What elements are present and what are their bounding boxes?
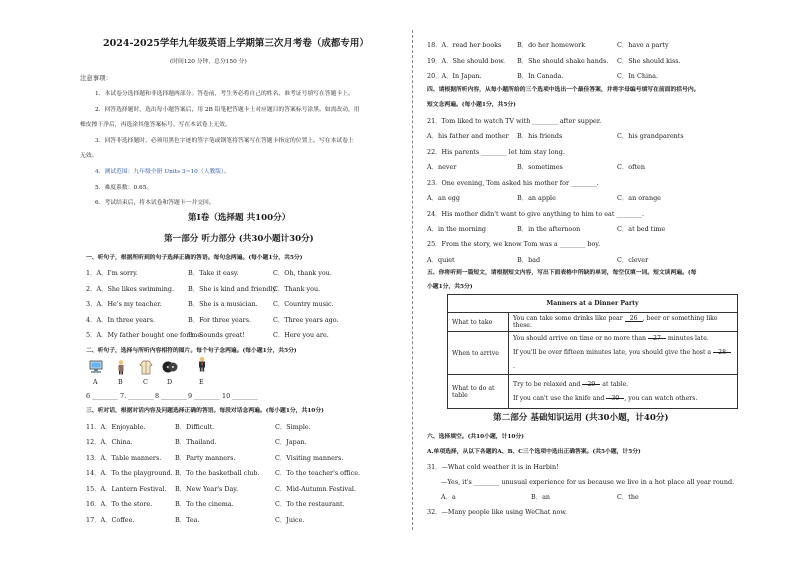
q13-a: 13．A．Table manners. [86,454,162,462]
sec1-header: 一、听句子，根据所听到的句子选择正确的答语。每句念两遍。(每小题1分，共5分) [86,255,303,261]
pic-label-a: A [93,378,98,386]
q4-b: B．For three years. [188,316,252,324]
q5-a: 5．A．My father bought one for me. [86,331,204,339]
row-when-to-arrive: You should arrive on time or no more than 27 minutes late. If you'll be over fifteen minutes late, you should give the host a 28. [509,332,738,375]
q17-c: C．Juice. [275,516,305,524]
notice-title: 注意事项： [80,74,112,82]
q14-a: 14．A．To the playground. [86,469,173,477]
notice-2-cont: 橡皮擦干净后，再选涂其他答案标号。写在本试卷上无效。 [80,122,231,128]
volume1-title: 第Ⅰ卷（选择题 共100分） [188,213,291,223]
q16-b: B．To the cinema. [175,500,234,508]
coat-icon [138,359,154,375]
q22-a: A．never [427,163,457,171]
q12-b: B．Thailand. [175,438,217,446]
notice-3: 3．回答非选择题时，必须用黑色字迹的签字笔或钢笔将答案写在答题卡指定的位置上。写在本试卷上 [95,138,354,144]
q19-c: C．She should kiss. [617,57,681,65]
q18-b: B．do her homework [517,41,586,49]
notice-5: 5．难度系数：0.65。 [95,185,153,191]
q31-a: A．a [441,493,456,501]
q15-a: 15．A．Lantern Festival. [86,485,167,493]
q20-c: C．In China. [617,72,658,80]
q23-a: A．an egg [427,194,460,202]
q14-c: C．To the teacher's office. [275,469,361,477]
cd-discs-icon [162,359,178,375]
pic-label-d: D [167,378,173,386]
blank-9[interactable]: 9 ________ [188,392,220,400]
q4-a: 4．A．In three years. [86,316,156,324]
q25-b: B．bad [517,256,541,264]
q31-c: C．the [617,493,639,501]
q1-a: 1．A．I'm sorry. [86,269,138,277]
q21-a: A．his father and mother [427,132,509,140]
table-title: Manners at a Dinner Party [448,295,738,313]
q21: 21．Tom liked to watch TV with ________ after supper. [427,117,602,125]
column-divider [412,30,413,530]
q11-b: B．Difficult. [175,423,215,431]
notice-3-cont: 无效。 [80,153,98,159]
sec4-header-2: 短文念两遍。(每小题1分，共5分) [427,102,516,108]
q5-b: B．Sounds great! [188,331,245,339]
blank-28[interactable]: 28 [713,346,731,353]
sec6-subheader: A.单项选择，从以下各题的A、B、C三个选项中选出正确答案。(共5小题，计5分) [427,449,641,455]
q25-c: C．clever [617,256,649,264]
q21-c: C．his grandparents [617,132,684,140]
q17-b: B．Tea. [175,516,200,524]
q32: 32．—Many people like using WeChat now. [427,508,568,516]
q16-c: C．To the restaurant. [275,500,345,508]
person-icon [113,359,129,375]
q24: 24．His mother didn't want to give anything to him to eat ________. [427,210,645,218]
q22-b: B．sometimes [517,163,563,171]
blank-10[interactable]: 10 ________ [222,392,258,400]
q13-c: C．Visiting manners. [275,454,344,462]
computer-icon [88,359,104,375]
row-label-what-to-do: What to do at table [448,375,509,409]
q31-b: B．an [531,493,551,501]
notice-2: 2．回答选择题时，选出每小题答案后，用 2B 铅笔把答题卡上对应题目的答案标号涂黑。如需改动，用 [95,107,360,113]
sec2-header: 二、听句子，选择与所听内容相符的图片。每个句子念两遍。(每小题1分，共5分) [86,348,297,354]
q25-a: A．quiet [427,256,455,264]
part2-title: 第二部分 基础知识运用 (共30小题，计40分) [493,413,669,423]
row-label-when-to-arrive: When to arrive [448,332,509,375]
q22: 22．His parents ________ let him stay long. [427,148,565,156]
pic-label-b: B [118,378,123,386]
q20-a: 20．A．In Japan. [427,72,482,80]
q3-c: C．Country music. [273,300,334,308]
blank-8[interactable]: 8 ________ [155,392,187,400]
q16-a: 16．A．To the store. [86,500,153,508]
sec5-header-1: 五、你将听到一篇短文，请根据短文内容，写出下面表格中所缺的单词，每空仅填一词。短文读两遍。(每 [427,270,697,276]
blank-27[interactable]: 27 [648,332,666,339]
notice-1: 1．本试卷分选择题和非选择题两部分。答卷前，考生务必将自己的姓名、准考证号填写在答题卡上。 [95,91,354,97]
blank-6[interactable]: 6 ________ [86,392,118,400]
q31: 31．—What cold weather it is in Harbin! [427,463,559,471]
man-in-suit-icon [194,356,210,372]
q12-c: C．Japan. [275,438,307,446]
q13-b: B．Party manners. [175,454,236,462]
q19-a: 19．A．She should bow. [427,57,506,65]
q18-a: 18．A．read her books [427,41,502,49]
time-info: (时间120 分钟，总分150 分) [170,59,247,65]
q31-reply: —Yes, it's ________ unusual experience for us because we live in a hot place all year round. [441,478,735,486]
q17-a: 17．A．Coffee. [86,516,135,524]
blank-7[interactable]: 7. ________ [120,392,154,400]
row-what-to-take: You can take some drinks like pear 26 , beer or something like these. [509,313,738,332]
q18-c: C．have a party [617,41,669,49]
q2-c: C．Thank you. [273,285,321,293]
q23-b: B．an apple [517,194,556,202]
q14-b: B．To the basketball club. [175,469,260,477]
q2-a: 2．A．She likes swimming. [86,285,175,293]
q4-c: C．Three years ago. [273,316,339,324]
q23-c: C．an orange [617,194,661,202]
q1-b: B．Take it easy. [188,269,239,277]
blank-29[interactable]: 29 [582,378,600,385]
q21-b: B．his friends [517,132,563,140]
q1-c: C．Oh, thank you. [273,269,332,277]
q24-c: C．at bed time [617,225,666,233]
notice-4: 4．测试范围：九年级全册 Units 3~10（人教版）。 [95,169,230,175]
blank-30[interactable]: 30 [606,392,624,399]
q22-c: C．often [617,163,645,171]
q19-b: B．She should shake hands. [517,57,609,65]
pic-label-e: E [199,378,204,386]
part1-title: 第一部分 听力部分 (共30小题计30分) [164,234,314,244]
q24-a: A．in the morning [427,225,487,233]
exam-title: 2024-2025学年九年级英语上学期第三次月考卷（成都专用） [103,38,369,49]
q23: 23．One evening, Tom asked his mother for ________. [427,179,599,187]
q11-c: C．Simple. [275,423,311,431]
pic-label-c: C [143,378,148,386]
q15-b: B．New Year's Day. [175,485,239,493]
q2-b: B．She is kind and friendly. [188,285,278,293]
q12-a: 12．A．China. [86,438,133,446]
q3-b: B．She is a musician. [188,300,258,308]
row-label-what-to-take: What to take [448,313,509,332]
q11-a: 11．A．Enjoyable. [86,423,146,431]
sec3-header: 三、听对话，根据对话内容及问题选择正确的答语。每段对话念两遍。(每小题1分，共10分) [86,408,324,414]
sec6-header: 六、选择填空。(共10小题，计10分) [427,434,524,440]
q3-a: 3．A．He's my teacher. [86,300,162,308]
notice-6: 6．考试结束后，将本试卷和答题卡一并交回。 [95,200,215,206]
sec4-header-1: 四、请根据所听内容，从每小题所给的三个选项中选出一个最佳答案，并将字母编号填写在前面的括号内。 [427,87,700,93]
q5-c: C．Here you are. [273,331,329,339]
row-what-to-do: Try to be relaxed and 29 at table. If you can't use the knife and 30 , you can watch others. [509,375,738,409]
q25: 25．From the story, we know Tom was a ________ boy. [427,240,601,248]
q20-b: B．In Canada. [517,72,564,80]
blank-26[interactable]: 26 [625,315,643,322]
q15-c: C．Mid-Autumn Festival. [275,485,356,493]
manners-table [447,294,738,409]
sec5-header-2: 小题1分，共5分) [427,284,473,290]
q24-b: B．in the afternoon [517,225,581,233]
